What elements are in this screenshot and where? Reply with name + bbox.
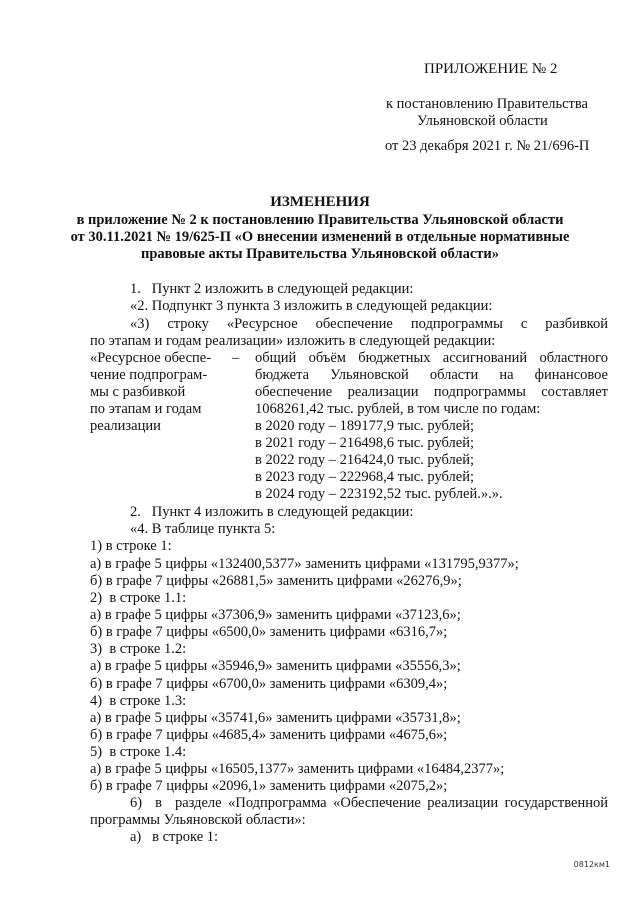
document-title: ИЗМЕНЕНИЯ [270,194,370,210]
region-name: Ульяновской области [417,113,548,129]
footer-code: 0812км1 [573,860,610,869]
list-item: 4) в строке 1.3: [90,693,187,709]
paragraph-3-line-2: по этапам и годам реализации» изложить в следующей редакции: [90,333,496,349]
paragraph-3-line-1: «3) строку «Ресурсное обеспечение подпрограммы с разбивкой [130,316,608,332]
resolution-date-number: от 23 декабря 2021 г. № 21/696-П [385,138,590,154]
list-item: а) в графе 5 цифры «35946,9» заменить цифрами «35556,3»; [90,658,461,674]
list-item: а) в графе 5 цифры «132400,5377» заменить цифрами «131795,9377»; [90,556,519,572]
resource-label-line: «Ресурсное обеспе- [90,350,212,366]
resource-value-line: 1068261,42 тыс. рублей, в том числе по годам: [255,401,541,417]
paragraph-6-line-1: 6) в разделе «Подпрограмма «Обеспечение реализации государственной [130,795,608,811]
list-item: б) в графе 7 цифры «26881,5» заменить цифрами «26276,9»; [90,573,462,589]
paragraph-5: «4. В таблице пункта 5: [130,521,276,537]
list-item: 5) в строке 1.4: [90,744,187,760]
list-item: а) в графе 5 цифры «16505,1377» заменить цифрами «16484,2377»; [90,761,505,777]
resource-label-line: реализации [90,418,161,434]
paragraph-7: а) в строке 1: [130,829,219,845]
resource-year-line: в 2024 году – 223192,52 тыс. рублей.».». [255,486,503,502]
list-item: 1) в строке 1: [90,538,172,554]
resource-value-line: обеспечение реализации подпрограммы составляет [255,384,608,400]
resource-year-line: в 2023 году – 222968,4 тыс. рублей; [255,469,475,485]
resource-label-line: по этапам и годам [90,401,202,417]
title-line-3: правовые акты Правительства Ульяновской области» [141,246,499,262]
resource-year-line: в 2021 году – 216498,6 тыс. рублей; [255,435,475,451]
list-item: 3) в строке 1.2: [90,641,187,657]
list-item: а) в графе 5 цифры «35741,6» заменить цифрами «35731,8»; [90,710,461,726]
list-item: 2) в строке 1.1: [90,590,187,606]
paragraph-6-line-2: программы Ульяновской области»: [90,812,306,828]
resource-year-line: в 2022 году – 216424,0 тыс. рублей; [255,452,475,468]
list-item: а) в графе 5 цифры «37306,9» заменить цифрами «37123,6»; [90,607,461,623]
resource-label-line: чение подпрограм- [90,367,208,383]
paragraph-4: 2. Пункт 4 изложить в следующей редакции: [130,504,414,520]
resource-value-line: бюджета Ульяновской области на финансовое [255,367,608,383]
paragraph-1: 1. Пункт 2 изложить в следующей редакции: [130,281,414,297]
resource-year-line: в 2020 году – 189177,9 тыс. рублей; [255,418,475,434]
appendix-label: ПРИЛОЖЕНИЕ № 2 [424,61,558,77]
table-dash: – [232,350,240,366]
list-item: б) в графе 7 цифры «2096,1» заменить цифрами «2075,2»; [90,778,448,794]
resolution-ref: к постановлению Правительства [386,96,588,112]
title-line-1: в приложение № 2 к постановлению Правительства Ульяновской области [76,212,564,228]
list-item: б) в графе 7 цифры «4685,4» заменить цифрами «4675,6»; [90,727,448,743]
list-item: б) в графе 7 цифры «6700,0» заменить цифрами «6309,4»; [90,676,448,692]
paragraph-2: «2. Подпункт 3 пункта 3 изложить в следующей редакции: [130,298,493,314]
title-line-2: от 30.11.2021 № 19/625-П «О внесении изменений в отдельные нормативные [70,229,570,245]
resource-label-line: мы с разбивкой [90,384,186,400]
resource-value-line: общий объём бюджетных ассигнований областного [255,350,608,366]
list-item: б) в графе 7 цифры «6500,0» заменить цифрами «6316,7»; [90,624,448,640]
